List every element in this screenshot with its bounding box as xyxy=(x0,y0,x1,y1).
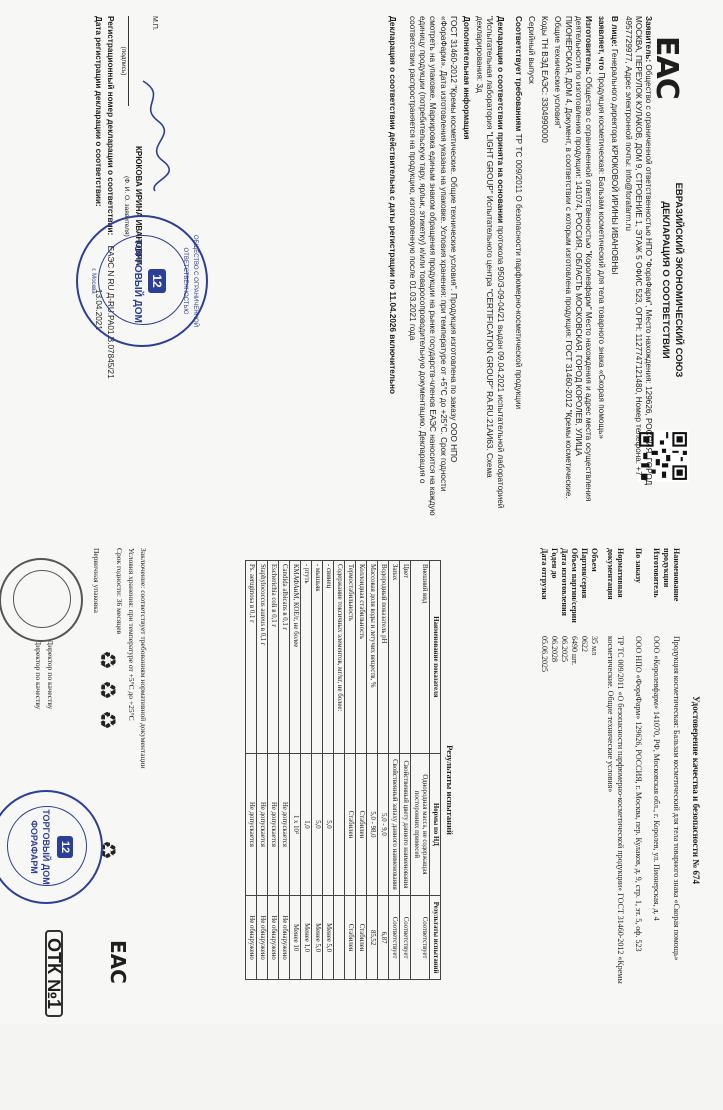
table-cell: Не допускается xyxy=(268,753,279,895)
stamp-logo-2: 12 xyxy=(57,836,73,858)
field-label: Наименование продукции xyxy=(662,548,681,602)
table-cell: Стабилен xyxy=(356,896,367,980)
otk-stamp: ОТК №1 xyxy=(45,930,63,1017)
table-row xyxy=(290,561,301,980)
table-row xyxy=(301,561,312,980)
field-value: 06.2028 xyxy=(550,636,559,662)
table-cell: Стабилен xyxy=(356,753,367,895)
field-label: Партия/серия xyxy=(580,548,589,599)
table-cell: Ps. aeruginosa в 0,1 г xyxy=(246,561,257,754)
table-cell: Запах xyxy=(389,561,400,754)
declares-label: заявляет, что xyxy=(597,16,607,71)
table-cell: 5,0 - 9,0 xyxy=(378,753,389,895)
table-row xyxy=(268,561,279,980)
quality-director-label-2: Директор по качеству xyxy=(34,640,43,710)
table-cell: Содержание токсичных элементов, мг/кг, не более: xyxy=(334,561,345,754)
eac-logo: EAC xyxy=(649,36,684,99)
table-row xyxy=(356,561,367,980)
table-cell: Однородная масса, не содержащая посторонних примесей xyxy=(411,753,430,895)
additional-label: Дополнительная информация xyxy=(461,16,471,140)
stamp-text-2: ТОРГОВЫЙ ДОМ xyxy=(41,809,51,885)
column-header: Нормы по НД xyxy=(430,753,441,895)
additional-text: ГОСТ 31460-2012 "Кремы косметические. Общие технические условия". Продукция изготовлена по заказу ООО НПО «ФораФарм». Дата изготовления указана на упаковке. Условия хранения: при температуре от +5°С до +25°С. Срок годности смотреть на упаковке. Маркировка единым знаком обращения продукции на рынке государств-членов ЕАЭС наносится на каждую единицу продукции (потребительскую тару, ярлык, этикетку) и/или товаросопроводительную документацию. Декларация о соответствии распространяется на продукцию, изготовленную после 01.03.2021 года xyxy=(407,16,458,516)
validity-text: Декларация о соответствии действительна с даты регистрации по 11.04.2026 включительно xyxy=(387,16,397,394)
table-cell: Менее 1,0 xyxy=(301,896,312,980)
field-label: Дата изготовления xyxy=(560,548,569,616)
compliance-text: ТР ТС 009/2011 О безопасности парфюмерно-косметической продукции xyxy=(513,133,523,410)
table-cell: Водородный показатель pH xyxy=(378,561,389,754)
table-cell: - свинец xyxy=(323,561,334,754)
represented-label: В лице: xyxy=(610,16,620,47)
represented-text: Генерального директора КРЮКОВОЙ ИРИНЫ ИВАНОВНЫ xyxy=(610,49,620,275)
inspection-stamp xyxy=(0,558,83,642)
column-header: Результаты испытаний xyxy=(430,896,441,980)
table-cell: КМАФАнМ, КОЕ/г, не более xyxy=(290,561,301,754)
table-cell: Соответствует xyxy=(400,896,411,980)
table-cell: 6,87 xyxy=(378,896,389,980)
table-cell: - ртуть xyxy=(301,561,312,754)
recycle-icon: ♻ xyxy=(94,680,119,700)
storage-text: Условия хранения: при температуре от +5°С до +25°С xyxy=(127,548,136,721)
table-row xyxy=(367,561,378,980)
stamp-text: ТОРГОВЫЙ ДОМ xyxy=(132,239,143,323)
table-cell: Соответствует xyxy=(389,896,400,980)
reg-date: 13.04.2021 xyxy=(94,288,103,330)
table-cell: 1,0 xyxy=(301,753,312,895)
declaration-title: ДЕКЛАРАЦИЯ О СООТВЕТСТВИИ xyxy=(660,201,671,359)
table-row xyxy=(257,561,268,980)
union-title: ЕВРАЗИЙСКИЙ ЭКОНОМИЧЕСКИЙ СОЮЗ xyxy=(673,182,684,378)
packaging-label: Первичная упаковка xyxy=(92,548,101,613)
table-cell xyxy=(334,896,345,980)
signer-caption: (Ф. И. О. заявителя) xyxy=(123,176,130,237)
declaration-body xyxy=(384,16,653,516)
company-stamp xyxy=(76,215,208,347)
shelf-life-text: Срок годности: 36 месяцев xyxy=(115,548,124,635)
declares-text: Продукция косметическая: Бальзам косметический для тела товарного знака «Скорая помощь» xyxy=(597,72,607,439)
results-table xyxy=(245,560,441,980)
table-cell: Соответствует xyxy=(411,896,430,980)
stamp-outer-text: ОБЩЕСТВО С ОГРАНИЧЕННОЙ ОТВЕТСТВЕННОСТЬЮ xyxy=(181,235,198,327)
table-cell: Стабилен xyxy=(345,753,356,895)
declaration-of-conformity xyxy=(0,0,723,520)
table-cell: Не обнаружено xyxy=(279,896,290,980)
table-cell: Свойственный запаху данного наименования xyxy=(389,753,400,895)
stamp-logo: 12 xyxy=(148,269,166,293)
table-cell: Коллоидная стабильность xyxy=(356,561,367,754)
signature-caption: (подпись) xyxy=(118,16,129,106)
table-cell: 5,0 - 98,0 xyxy=(367,753,378,895)
basis-text: протокола 950/З-09-04/21 выдан 09.04.2021 испытательной лабораторией "Испытательная лаборатория "LIGHT GROUP" Испытательного центра "CERTIFICATION GROUP" RA.RU.21АИ63. Схема декларирования: 3д xyxy=(475,16,505,509)
manufacturer-label: Изготовитель: xyxy=(583,16,593,75)
table-cell: Staphylococcus aureus в 0,1 г xyxy=(257,561,268,754)
field-value: Продукция косметическая: Бальзам косметический для тела товарного знака «Скорая помощь» xyxy=(672,636,681,961)
table-cell: 1 x 10³ xyxy=(290,753,301,895)
results-title: Результаты испытаний xyxy=(445,745,455,835)
handwritten-signature xyxy=(133,76,173,196)
field-label: По заказу xyxy=(634,548,643,583)
stamp-city: г. Москва xyxy=(90,268,96,294)
table-row xyxy=(345,561,356,980)
reg-number: ЕАЭС N RU Д-RU.PA01.В.07845/21 xyxy=(106,245,115,379)
recycle-icon: ♻ xyxy=(94,650,119,670)
field-label: Годен до xyxy=(550,548,559,579)
table-cell: 5,0 xyxy=(312,753,323,895)
table-cell: Не допускается xyxy=(246,753,257,895)
table-cell: Термостабильность xyxy=(345,561,356,754)
table-cell: Не обнаружено xyxy=(246,896,257,980)
table-cell: Escherichia coli в 0,1 г xyxy=(268,561,279,754)
reg-number-label: Регистрационный номер декларации о соответствии: xyxy=(106,16,115,236)
table-cell: Не допускается xyxy=(279,753,290,895)
hs-code: Коды ТН ВЭД ЕАЭС: 3304990000 xyxy=(540,16,550,143)
field-value: 06.2025 xyxy=(560,636,569,662)
table-cell: Не обнаружено xyxy=(268,896,279,980)
field-label: Изготовитель xyxy=(652,548,661,598)
table-cell: Свойственный цвету данного наименования xyxy=(400,753,411,895)
manufacturer-text: Общество с ограниченной ответственностью "Королевфарм" Место нахождения и адрес места осуществления деятельности по изготовлению продукции: 141074, РОССИЯ, ОБЛАСТЬ МОСКОВСКАЯ, ГОРОД КОРОЛЕВ, УЛИЦА ПИОНЕРСКАЯ, ДОМ 4, Документ, в соответствии с которым изготовлена продукция: ГОСТ 31460-2012 "Кремы косметические. Общие технические условия" xyxy=(553,16,593,502)
table-cell: Внешний вид xyxy=(411,561,430,754)
eac-logo-2: EAC xyxy=(106,940,130,984)
conclusion-text: Заключение: соответствует требованиям нормативной документации xyxy=(139,548,148,769)
table-cell: - мышьяк xyxy=(312,561,323,754)
column-header: Наименование показателя xyxy=(430,561,441,754)
table-cell: 85,52 xyxy=(367,896,378,980)
table-cell: Не допускается xyxy=(257,753,268,895)
field-value: ООО НПО «ФораФарм» 129626, РОССИЯ, г. Москва, пер. Кулаков, д. 9, стр. 1, эт. 5, оф. 523 xyxy=(634,636,643,952)
company-stamp-2 xyxy=(0,790,103,904)
quality-certificate xyxy=(0,540,723,1020)
table-row xyxy=(323,561,334,980)
serial-release: Серийный выпуск xyxy=(526,16,536,84)
field-value: ООО «Королевфарм» 141070, РФ, Московская обл., г. Королев, ул. Пионерская, д. 4 xyxy=(652,636,661,921)
table-cell: Не обнаружено xyxy=(257,896,268,980)
table-row xyxy=(279,561,290,980)
table-cell: Менее 5,0 xyxy=(312,896,323,980)
table-row xyxy=(312,561,323,980)
table-cell: Массовая доля воды и летучих веществ, % xyxy=(367,561,378,754)
table-row xyxy=(411,561,430,980)
table-cell: Candida albicans в 0,1 г xyxy=(279,561,290,754)
field-value: 6490 шт. xyxy=(570,636,579,666)
table-cell: Менее 10 xyxy=(290,896,301,980)
applicant-label: Заявитель: xyxy=(644,16,653,63)
mp-label: М.П. xyxy=(151,16,158,31)
field-value: 05.06.2025 xyxy=(540,636,549,672)
table-row xyxy=(378,561,389,980)
table-cell: Стабилен xyxy=(345,896,356,980)
table-row xyxy=(334,561,345,980)
table-cell: Менее 5,0 xyxy=(323,896,334,980)
field-value: 0622 xyxy=(580,636,589,652)
certificate-title: Удостоверение качества и безопасности № 674 xyxy=(691,695,701,885)
signer-name: КРЮКОВА ИРИНА ИВАНОВНА xyxy=(134,146,143,266)
quality-director-label: Директор по качеству xyxy=(46,640,55,710)
field-value: ТР ТС 009/2011 «О безопасности парфюмерно-косметической продукции» ГОСТ 31460-2012 «Кремы косметические. Общие технические условия» xyxy=(606,636,625,984)
applicant-text: Общество с ограниченной ответственностью НПО "ФораФарм", Место нахождения: 129626, РОССИЯ, ГОРОД МОСКВА, ПЕРЕУЛОК КУЛАКОВ, ДОМ 9, СТРОЕНИЕ 1, ЭТАЖ 5 ОФИС 523, ОГРН: 1127747121480, Номер телефона: +7 4957729977, Адрес электронной почты: info@forafarm.ru xyxy=(623,16,653,486)
table-row xyxy=(246,561,257,980)
recycle-icon: ♻ xyxy=(94,710,119,730)
field-value: 35 мл xyxy=(590,636,599,656)
table-cell xyxy=(334,753,345,895)
field-label: Дата отгрузки xyxy=(540,548,549,600)
stamp-name-2: ФОРАФАРМ xyxy=(29,820,39,874)
recycle-icon: ♻ xyxy=(94,840,119,860)
field-label: Объем партии/серии xyxy=(570,548,579,623)
table-cell: Цвет xyxy=(400,561,411,754)
table-row xyxy=(400,561,411,980)
field-label: Объем xyxy=(590,548,599,572)
table-cell: 5,0 xyxy=(323,753,334,895)
reg-date-label: Дата регистрации декларации о соответствии: xyxy=(94,16,103,207)
field-label: Нормативная документация xyxy=(606,548,625,600)
table-row xyxy=(389,561,400,980)
compliance-label: Соответствует требованиям xyxy=(513,16,523,132)
basis-label: Декларация о соответствии принята на основании xyxy=(495,16,505,224)
